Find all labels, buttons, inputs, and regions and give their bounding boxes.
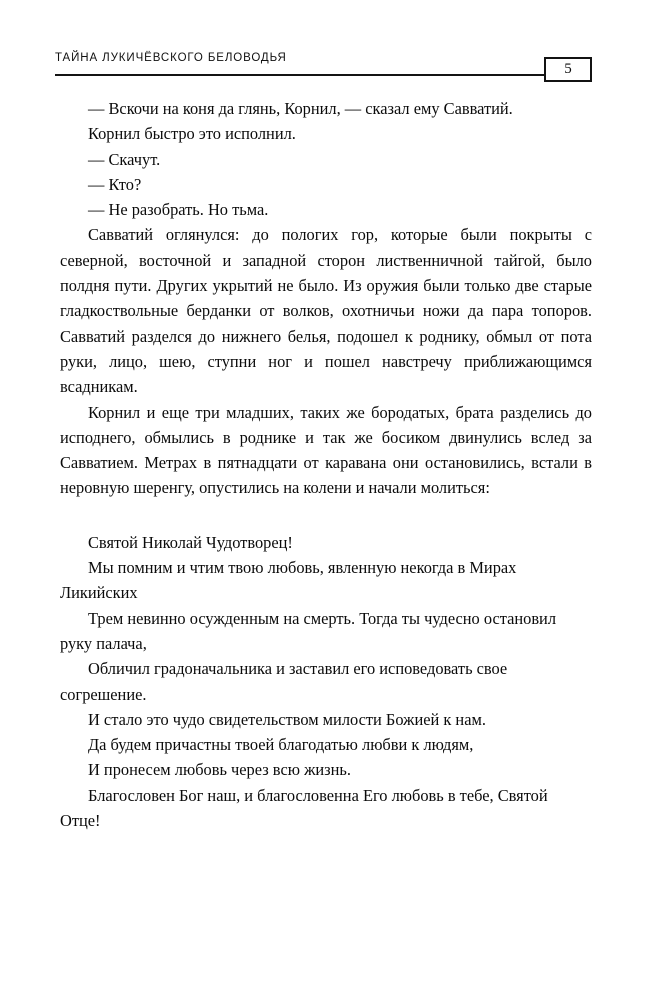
prayer-line: И стало это чудо свидетельством милости Божией к нам. — [88, 709, 486, 729]
paragraph: Савватий оглянулся: до пологих гор, которые были покрыты с северной, восточной и западной сторон лиственничной тайгой, было полдня пути. Других укрытий не было. Из оружия были только две старые гладкоствольные берданки от волков, охотничьи ножи да пара топоров. Савватий разделся до нижнего белья, подошел к роднику, обмыл от пота руки, лицо, шею, ступни ног и пошел навстречу приближающимся всадникам. — [60, 225, 592, 397]
paragraph: — Скачут. — [88, 149, 161, 169]
prayer-line: Святой Николай Чудотворец! — [88, 532, 293, 552]
prayer-line: Благословен Бог наш, и благословенна Его любовь в тебе, Святой Отце! — [60, 785, 548, 831]
paragraph: Корнил и еще три младших, таких же бородатых, брата разделись до исподнего, обмылись в роднике и так же босиком двинулись вслед за Савватием. Метрах в пятнадцати от каравана они остановились, встали в неровную шеренгу, опустились на колени и начали молиться: — [60, 402, 592, 498]
running-header-title: ТАЙНА ЛУКИЧЁВСКОГО БЕЛОВОДЬЯ — [55, 52, 287, 64]
paragraph: — Не разобрать. Но тьма. — [88, 200, 269, 220]
page-number-box — [544, 57, 592, 82]
paragraph: — Кто? — [88, 174, 142, 194]
prayer-line: Обличил градоначальника и заставил его исповедовать свое согрешение. — [60, 659, 508, 704]
paragraph: Корнил быстро это исполнил. — [88, 124, 296, 144]
paragraph: — Вскочи на коня да глянь, Корнил, — сказал ему Савватий. — [88, 99, 513, 118]
prayer-line: И пронесем любовь через всю жизнь. — [88, 760, 351, 780]
prayer-block — [60, 530, 592, 834]
prayer-spacer — [60, 501, 592, 530]
prayer-line: Мы помним и чтим твою любовь, явленную некогда в Мирах Ликийских — [60, 558, 517, 603]
running-header — [55, 48, 592, 78]
prayer-line: Трем невинно осужденным на смерть. Тогда ты чудесно остановил руку палача, — [60, 608, 557, 653]
header-rule — [55, 74, 544, 76]
prayer-line: Да будем причастны твоей благодатью любви к людям, — [88, 735, 474, 755]
page-number: 5 — [564, 61, 572, 77]
body-text-block — [60, 96, 592, 833]
